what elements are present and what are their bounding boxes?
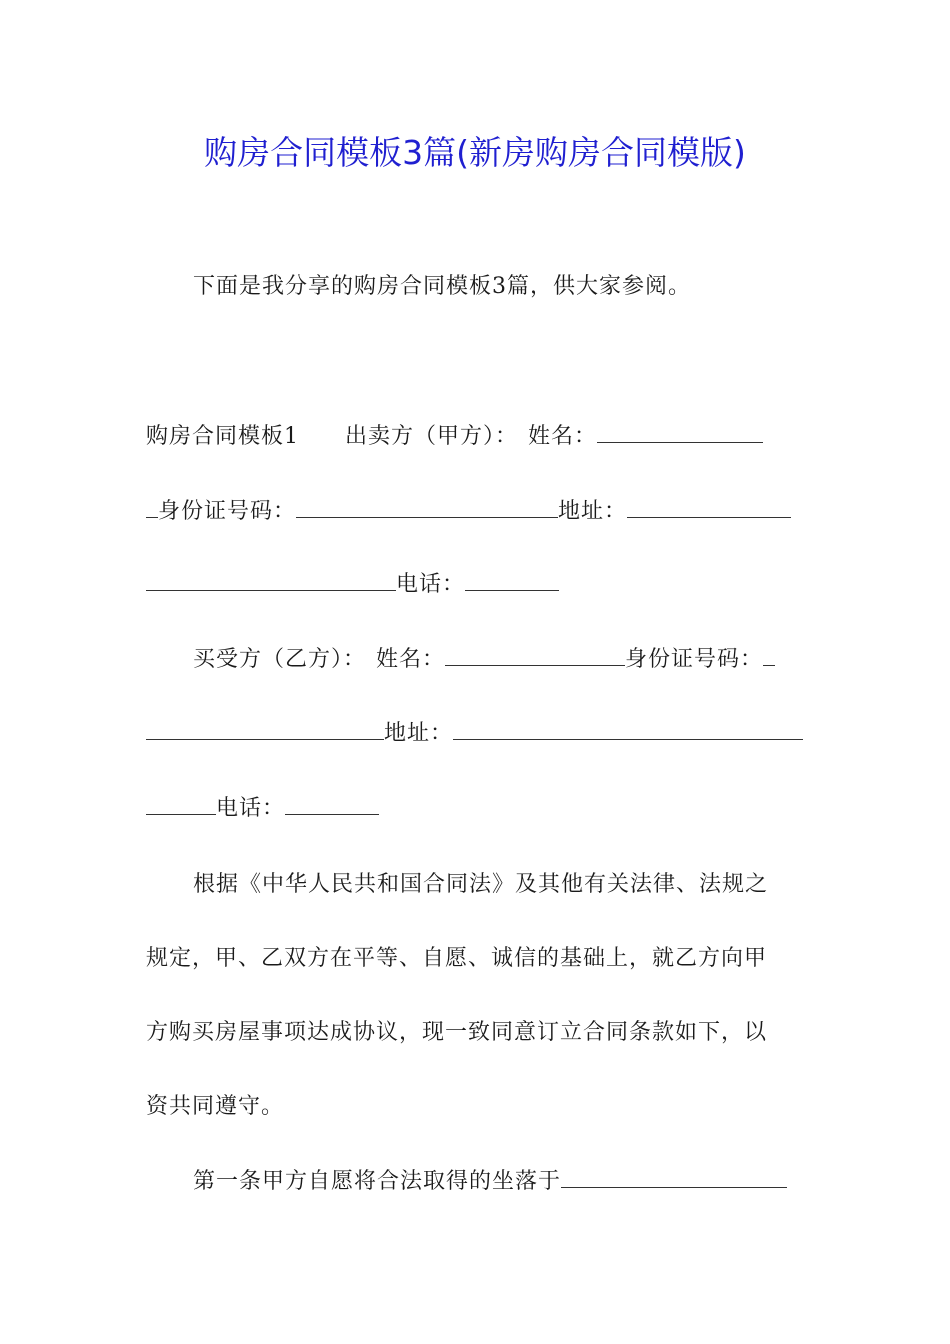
article-1-line: [193, 1165, 806, 1199]
paragraph-line: 方购买房屋事项达成协议，现一致同意订立合同条款如下，以: [146, 1020, 768, 1045]
seller-line-1: [146, 420, 806, 454]
paragraph-line: 根据《中华人民共和国合同法》及其他有关法律、法规之: [193, 872, 769, 897]
seller-address-label: 地址：: [558, 499, 628, 524]
buyer-address-field[interactable]: [453, 717, 803, 740]
seller-name-field-cont[interactable]: [146, 495, 158, 518]
seller-address-field-cont[interactable]: [146, 568, 396, 591]
paragraph-line: 规定，甲、乙双方在平等、自愿、诚信的基础上，就乙方向甲: [146, 946, 768, 971]
document-title: 购房合同模板3篇(新房购房合同模版): [204, 133, 746, 172]
seller-name-label: 姓名：: [528, 424, 598, 449]
buyer-address-field-cont[interactable]: [146, 792, 216, 815]
buyer-line-3: [146, 792, 806, 826]
property-location-field[interactable]: [561, 1165, 787, 1188]
seller-phone-field[interactable]: [465, 568, 559, 591]
seller-party-label: 出卖方（甲方）：: [345, 424, 519, 449]
article-1-text: 第一条甲方自愿将合法取得的坐落于: [193, 1169, 562, 1194]
buyer-address-label: 地址：: [384, 721, 454, 746]
buyer-phone-field[interactable]: [285, 792, 379, 815]
buyer-line-2: [146, 717, 806, 751]
buyer-line-1: [193, 643, 806, 677]
buyer-party-label: 买受方（乙方）：: [193, 647, 367, 672]
seller-line-3: [146, 568, 806, 602]
paragraph-line: 资共同遵守。: [146, 1094, 285, 1119]
buyer-name-label: 姓名：: [376, 647, 446, 672]
seller-address-field[interactable]: [627, 495, 791, 518]
seller-phone-label: 电话：: [396, 572, 466, 597]
template-label: 购房合同模板1: [146, 424, 299, 449]
buyer-id-field-cont[interactable]: [146, 717, 384, 740]
seller-id-field[interactable]: [296, 495, 558, 518]
buyer-id-field[interactable]: [763, 643, 775, 666]
buyer-name-field[interactable]: [445, 643, 625, 666]
seller-name-field[interactable]: [597, 420, 763, 443]
seller-id-label: 身份证号码：: [158, 499, 297, 524]
buyer-id-label: 身份证号码：: [625, 647, 764, 672]
intro-text: 下面是我分享的购房合同模板3篇，供大家参阅。: [193, 274, 691, 299]
seller-line-2: [146, 495, 806, 529]
buyer-phone-label: 电话：: [216, 796, 286, 821]
